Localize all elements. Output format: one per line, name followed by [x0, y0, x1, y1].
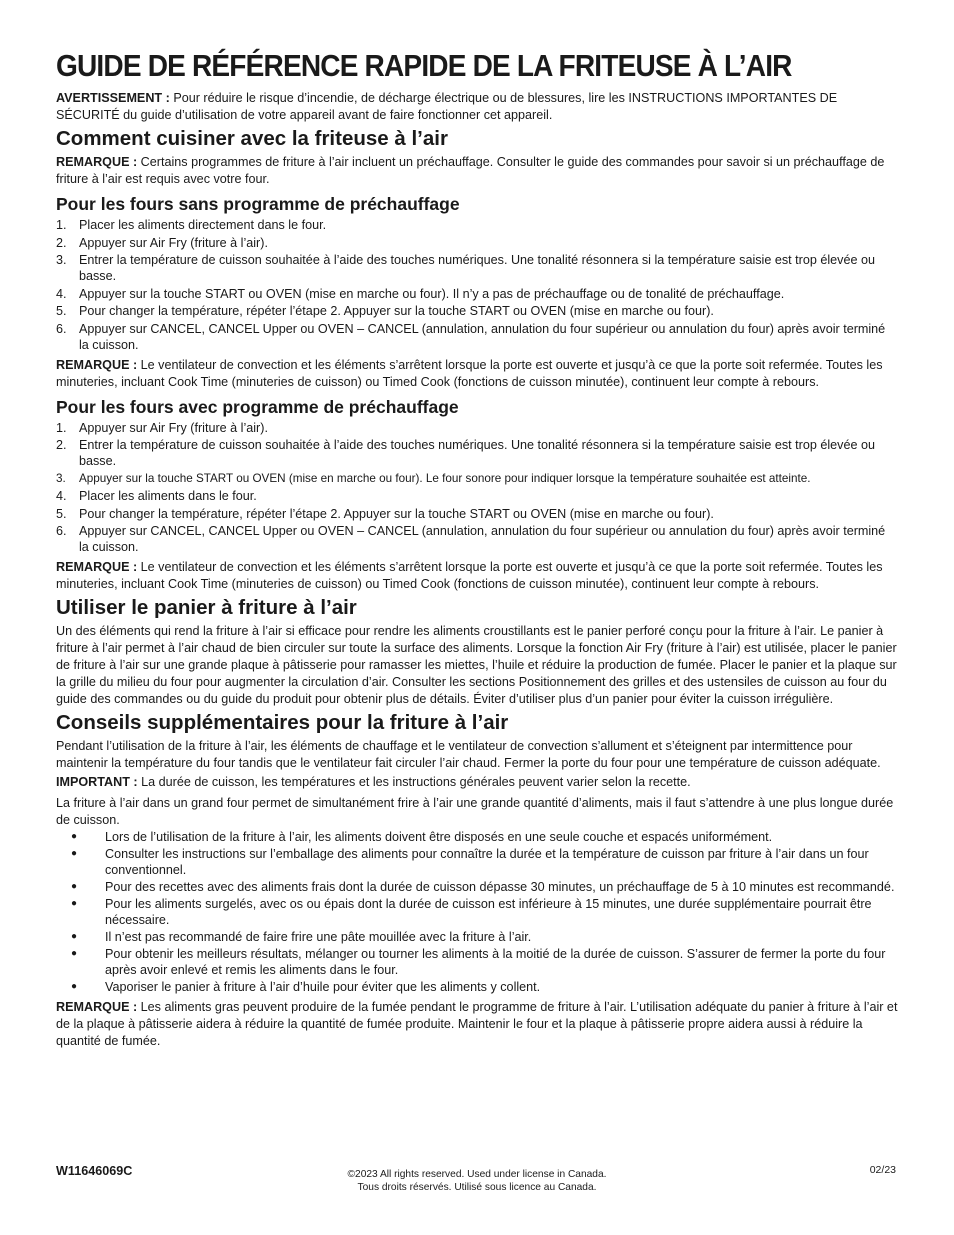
step-number: 4. — [56, 489, 67, 503]
step-number: 1. — [56, 218, 67, 232]
section-heading-preheat: Pour les fours avec programme de préchauffage — [56, 396, 459, 417]
step-item — [56, 488, 898, 504]
step-text: Placer les aliments directement dans le four. — [79, 218, 327, 232]
list-item-text: Consulter les instructions sur l’emballage des aliments pour connaître la durée et la température de cuisson par friture à l’air dans un four conventionnel. — [105, 847, 869, 877]
note-text: Les aliments gras peuvent produire de la fumée pendant le programme de friture à l’air. L’utilisation adéquate du panier à friture à l’air et de la plaque à pâtisserie aidera à réduire la quantité de fumée produite. Maintenir le four et la plaque à pâtisserie propre aidera aussi à réduire la quantité de fumée. — [56, 1000, 898, 1048]
step-item — [56, 506, 898, 522]
step-item — [56, 321, 898, 353]
step-number: 6. — [56, 524, 67, 538]
step-number: 5. — [56, 304, 67, 318]
tips-note — [56, 999, 898, 1050]
section-heading-no-preheat: Pour les fours sans programme de préchauffage — [56, 194, 460, 214]
step-text: Appuyer sur Air Fry (friture à l’air). — [79, 420, 268, 435]
step-text: Appuyer sur la touche START ou OVEN (mise en marche ou four). Le four sonore pour indiquer lorsque la température souhaitée est atteinte. — [79, 471, 811, 485]
step-item — [56, 303, 898, 319]
step-text: Pour changer la température, répéter l’étape 2. Appuyer sur la touche START ou OVEN (mise en marche ou four). — [79, 506, 714, 521]
step-number: 3. — [56, 471, 66, 485]
part-number: W11646069C — [56, 1164, 133, 1178]
step-number: 4. — [56, 286, 67, 301]
step-text: Appuyer sur la touche START ou OVEN (mise en marche ou four). Il n’y a pas de préchauffage ou de tonalité de préchauffage. — [79, 286, 785, 301]
step-item — [56, 420, 898, 436]
important-label: IMPORTANT : — [56, 775, 138, 789]
list-item-text: Vaporiser le panier à friture à l’air d’huile pour éviter que les aliments y collent. — [105, 980, 541, 994]
note-label: REMARQUE : — [56, 560, 138, 574]
bullet-icon: ● — [71, 881, 78, 892]
bullet-icon: ● — [71, 931, 78, 942]
step-item — [56, 252, 898, 284]
list-item — [56, 846, 898, 878]
step-item — [56, 523, 898, 555]
section-heading-cook: Comment cuisiner avec la friteuse à l’air — [56, 127, 448, 150]
warning-label: AVERTISSEMENT : — [56, 91, 170, 105]
note-text: Le ventilateur de convection et les éléments s’arrêtent lorsque la porte est ouverte et jusqu’à ce que la porte soit refermée. Toutes les minuteries, incluant Cook Time (minuteries de cuisson) ou Timed Cook (fonctions de cuisson minutée), continuent leur compte à rebours. — [56, 560, 883, 591]
copyright — [0, 1168, 954, 1194]
page-title: GUIDE DE RÉFÉRENCE RAPIDE DE LA FRITEUSE À L’AIR — [56, 49, 792, 83]
step-item — [56, 471, 898, 487]
step-text: Entrer la température de cuisson souhaitée à l’aide des touches numériques. Une tonalité résonnera si la température saisie est trop élevée ou basse. — [79, 253, 875, 283]
section-heading-basket: Utiliser le panier à friture à l’air — [56, 596, 357, 619]
step-item — [56, 235, 898, 251]
step-item — [56, 437, 898, 469]
large-oven-paragraph: La friture à l’air dans un grand four permet de simultanément frire à l’air une grande quantité d’aliments, mais il faut s’attendre à une plus longue durée de cuisson. — [56, 796, 894, 827]
bullet-icon: ● — [71, 898, 78, 909]
cook-note — [56, 154, 898, 188]
list-item-text: Pour les aliments surgelés, avec os ou épais dont la durée de cuisson est inférieure à 15 minutes, une durée supplémentaire pourrait être nécessaire. — [105, 897, 872, 927]
bullet-icon: ● — [71, 831, 78, 842]
document-page — [56, 48, 898, 1050]
step-number: 2. — [56, 438, 67, 452]
basket-paragraph: Un des éléments qui rend la friture à l’air si efficace pour rendre les aliments croustillants est le panier perforé conçu pour la friture à l’air. Le panier à friture à l’air permet à l’air chaud de bien circuler sur toute la surface des aliments. Lorsque la fonction Air Fry (friture à l’air) est utilisée, placer le panier de friture à l’air sur une grande plaque à pâtisserie pour ramasser les miettes, l’huile et réduire la production de fumée. Placer le panier et la plaque sur la grille du milieu du four pour augmenter la circulation d’air. Consulter les sections Positionnement des grilles et des ustensiles de cuisson au four du guide des commandes ou du guide du produit pour obtenir plus de détails. Éviter d’utiliser plus d’un panier pour éviter la cuisson irrégulière. — [56, 624, 897, 706]
copyright-fr: Tous droits réservés. Utilisé sous licence au Canada. — [357, 1182, 597, 1193]
step-number: 2. — [56, 235, 67, 250]
list-item — [56, 929, 898, 945]
important-paragraph — [56, 774, 898, 791]
preheat-note — [56, 559, 898, 593]
step-number: 3. — [56, 253, 67, 267]
steps-preheat — [56, 420, 898, 556]
note-label: REMARQUE : — [56, 357, 138, 372]
revision-date: 02/23 — [869, 1164, 896, 1176]
bullet-icon: ● — [71, 848, 78, 859]
tips-intro: Pendant l’utilisation de la friture à l’air, les éléments de chauffage et le ventilateur de convection s’allument et s’éteignent par intermittence pour maintenir la température du four tandis que le ventilateur fait circuler l’air chaud. Fermer la porte du four pour une température de cuisson adéquate. — [56, 739, 881, 770]
list-item — [56, 946, 898, 978]
copyright-en: ©2023 All rights reserved. Used under license in Canada. — [347, 1169, 607, 1180]
list-item-text: Pour des recettes avec des aliments frais dont la durée de cuisson dépasse 30 minutes, un préchauffage de 5 à 10 minutes est recommandé. — [105, 880, 895, 894]
important-text: La durée de cuisson, les températures et les instructions générales peuvent varier selon la recette. — [141, 775, 691, 789]
step-text: Placer les aliments dans le four. — [79, 489, 257, 503]
steps-no-preheat — [56, 217, 898, 353]
bullet-icon: ● — [71, 948, 78, 959]
list-item — [56, 979, 898, 995]
list-item-text: Pour obtenir les meilleurs résultats, mélanger ou tourner les aliments à la moitié de la durée de cuisson. S’assurer de fermer la porte du four après avoir enlevé et remis les aliments dans le four. — [105, 947, 886, 977]
step-number: 6. — [56, 321, 67, 336]
section-heading-tips: Conseils supplémentaires pour la friture à l’air — [56, 711, 509, 734]
step-text: Entrer la température de cuisson souhaitée à l’aide des touches numériques. Une tonalité résonnera si la température saisie est trop élevée ou basse. — [79, 438, 875, 468]
step-text: Appuyer sur Air Fry (friture à l’air). — [79, 235, 268, 250]
step-text: Appuyer sur CANCEL, CANCEL Upper ou OVEN – CANCEL (annulation, annulation du four supérieur ou annulation du four) après avoir terminé la cuisson. — [79, 321, 886, 352]
list-item — [56, 829, 898, 845]
list-item-text: Lors de l’utilisation de la friture à l’air, les aliments doivent être disposés en une seule couche et espacés uniformément. — [105, 830, 773, 844]
note-text: Certains programmes de friture à l’air incluent un préchauffage. Consulter le guide des commandes pour savoir si un préchauffage de friture à l’air est requis avec votre four. — [56, 155, 885, 186]
warning-text: Pour réduire le risque d’incendie, de décharge électrique ou de blessures, lire les INSTRUCTIONS IMPORTANTES DE SÉCURITÉ du guide d’utilisation de votre appareil avant de faire fonctionner cet appareil. — [56, 91, 838, 122]
step-item — [56, 286, 898, 302]
step-text: Appuyer sur CANCEL, CANCEL Upper ou OVEN – CANCEL (annulation, annulation du four supérieur ou annulation du four) après avoir terminé la cuisson. — [79, 524, 886, 554]
note-label: REMARQUE : — [56, 1000, 138, 1014]
bullet-icon: ● — [71, 981, 78, 992]
step-number: 1. — [56, 420, 67, 435]
list-item — [56, 896, 898, 928]
step-item — [56, 217, 898, 233]
list-item — [56, 879, 898, 895]
note-label: REMARQUE : — [56, 155, 138, 169]
step-text: Pour changer la température, répéter l’étape 2. Appuyer sur la touche START ou OVEN (mise en marche ou four). — [79, 304, 714, 318]
list-item-text: Il n’est pas recommandé de faire frire une pâte mouillée avec la friture à l’air. — [105, 930, 532, 944]
no-preheat-note — [56, 357, 898, 391]
tips-list — [56, 829, 898, 995]
step-number: 5. — [56, 506, 67, 521]
note-text: Le ventilateur de convection et les éléments s’arrêtent lorsque la porte est ouverte et jusqu’à ce que la porte soit refermée. Toutes les minuteries, incluant Cook Time (minuteries de cuisson) ou Timed Cook (fonctions de cuisson minutée), continuent leur compte à rebours. — [56, 357, 883, 389]
warning-paragraph — [56, 90, 898, 124]
